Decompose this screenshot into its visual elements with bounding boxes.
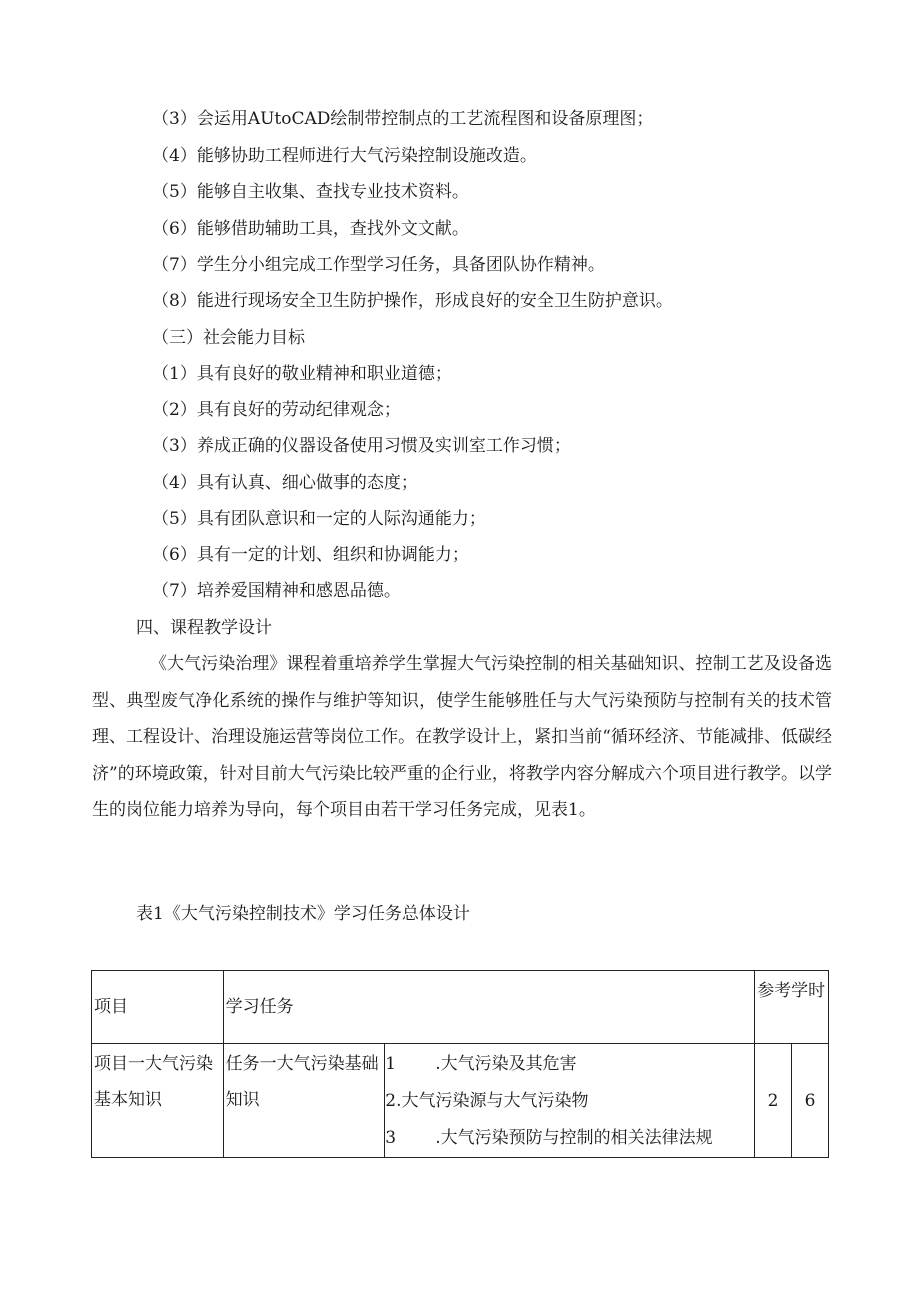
objective-item: （5）能够自主收集、查找专业技术资料。 bbox=[152, 182, 469, 202]
objective-item: （7）学生分小组完成工作型学习任务，具备团队协作精神。 bbox=[152, 255, 605, 275]
objective-item: （3）养成正确的仪器设备使用习惯及实训室工作习惯； bbox=[152, 436, 571, 456]
subtask-item: 2.大气污染源与大气污染物 bbox=[385, 1091, 589, 1111]
objective-item: （7）培养爱国精神和感恩品德。 bbox=[152, 581, 401, 601]
objective-item: （8）能进行现场安全卫生防护操作，形成良好的安全卫生防护意识。 bbox=[152, 291, 673, 311]
objective-item: （4）能够协助工程师进行大气污染控制设施改造。 bbox=[152, 146, 537, 166]
objective-item: （1）具有良好的敬业精神和职业道德； bbox=[152, 364, 452, 384]
cell-hours-a: 2 bbox=[755, 1044, 792, 1158]
header-task: 学习任务 bbox=[223, 971, 754, 1044]
objective-item: （6）能够借助辅助工具，查找外文文献。 bbox=[152, 219, 469, 239]
cell-task: 任务一大气污染基础知识 bbox=[223, 1044, 385, 1158]
body-paragraph: 《大气污染治理》课程着重培养学生掌握大气污染控制的相关基础知识、控制工艺及设备选型、典型废气净化系统的操作与维护等知识，使学生能够胜任与大气污染预防与控制有关的技术管理、工程设计、治理设施运营等岗位工作。在教学设计上，紧扣当前“循环经济、节能减排、低碳经济”的环境政策，针对目前大气污染比较严重的企行业，将教学内容分解成六个项目进行教学。以学生的岗位能力培养为导向，每个项目由若干学习任务完成，见表1。 bbox=[92, 654, 832, 820]
table-caption: 表1《大气污染控制技术》学习任务总体设计 bbox=[136, 904, 470, 924]
subtask-item: 1 .大气污染及其危害 bbox=[385, 1054, 577, 1074]
subtask-item: 3 .大气污染预防与控制的相关法律法规 bbox=[385, 1128, 713, 1148]
objective-item: （3）会运用AUtoCAD绘制带控制点的工艺流程图和设备原理图； bbox=[152, 109, 654, 129]
subsection-heading: （三）社会能力目标 bbox=[152, 328, 305, 348]
table-row bbox=[92, 1044, 829, 1158]
cell-subtasks bbox=[385, 1044, 755, 1158]
cell-project: 项目一大气污染基本知识 bbox=[92, 1044, 224, 1158]
objective-item: （5）具有团队意识和一定的人际沟通能力； bbox=[152, 509, 486, 529]
table-header-row bbox=[92, 971, 829, 1044]
section-heading: 四、课程教学设计 bbox=[136, 618, 272, 638]
objective-item: （6）具有一定的计划、组织和协调能力； bbox=[152, 545, 469, 565]
objective-item: （4）具有认真、细心做事的态度； bbox=[152, 473, 418, 493]
task-table bbox=[91, 970, 829, 1158]
cell-hours-b: 6 bbox=[792, 1044, 829, 1158]
objective-item: （2）具有良好的劳动纪律观念； bbox=[152, 400, 401, 420]
header-project: 项目 bbox=[92, 971, 224, 1044]
header-ref-hours: 参考学时 bbox=[755, 971, 829, 1044]
